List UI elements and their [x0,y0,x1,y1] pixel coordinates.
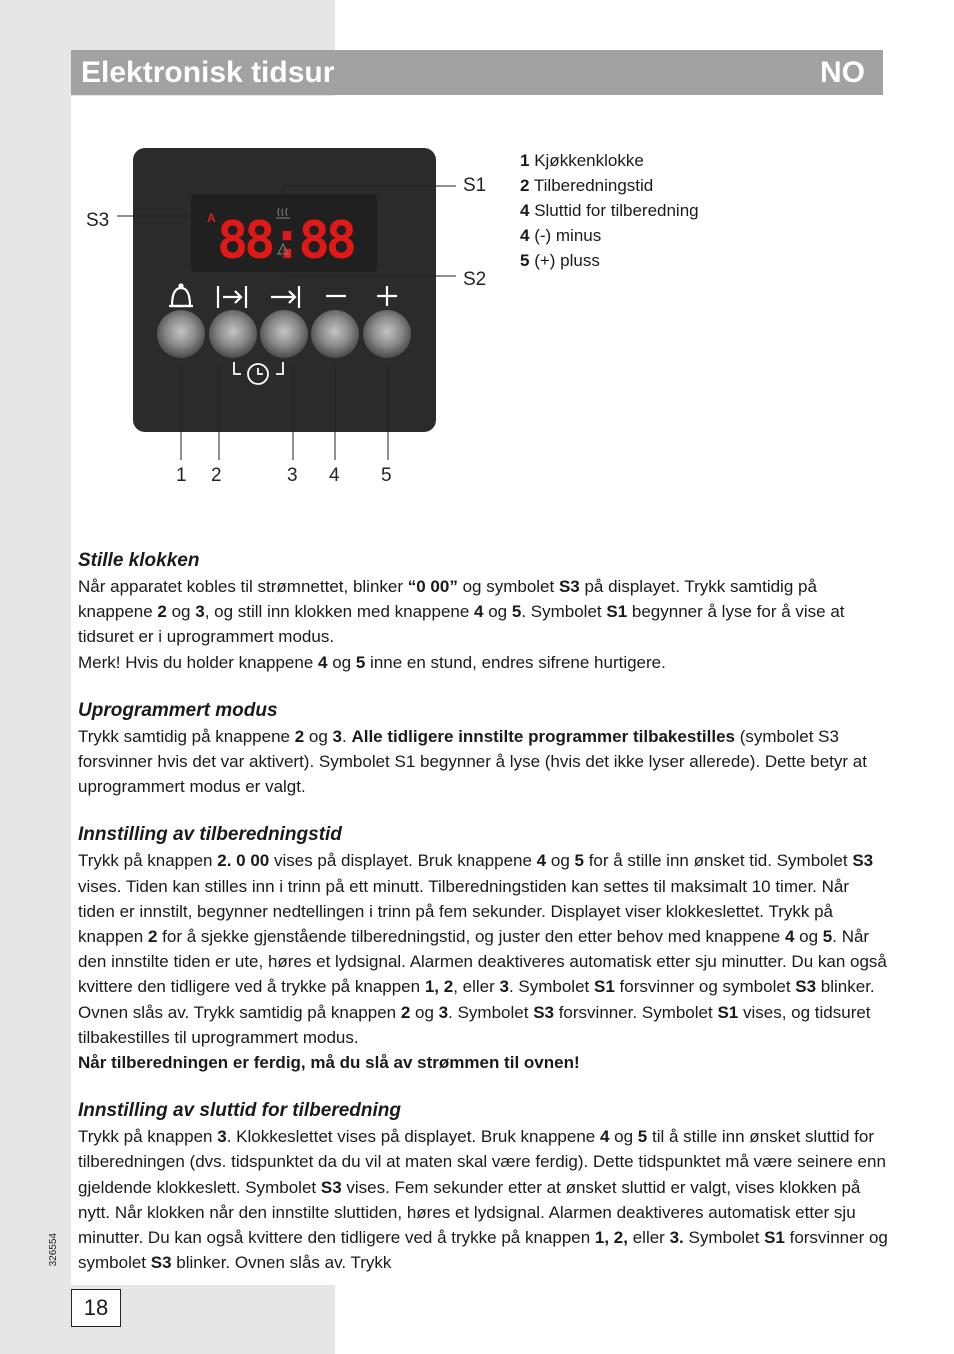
button-number-1: 1 [176,465,187,486]
section [78,548,890,675]
button-legend [520,148,699,273]
timer-panel [133,148,436,432]
auto-symbol-a: A [207,211,216,225]
button-number-2: 2 [211,465,222,486]
button-number-5: 5 [381,465,392,486]
callout-label-s3: S3 [86,210,110,231]
display-digits: 88:88 [217,211,357,271]
section-paragraph: Trykk på knappen 2. 0 00 vises på displayet. Bruk knappene 4 og 5 for å stille inn ønsket tid. Symbolet S3 vises. Tiden kan stilles inn i trinn på ett minutt. Tilberedningstiden kan settes til maksimalt 10 timer. Når tiden er innstilt, begynner nedtellingen i trinn på fem sekunder. Displayet viser klokkeslettet. Trykk på knappen 2 for å sjekke gjenstående tilberedningstid, og juster den etter behov med knappene 4 og 5. Når den innstilte tiden er ute, høres et lydsignal. Alarmen deaktiveres automatisk etter sju minutter. Du kan også kvittere den tidligere ved å trykke på knappen 1, 2, eller 3. Symbolet S1 forsvinner og symbolet S3 blinker. Ovnen slås av. Trykk samtidig på knappen 2 og 3. Symbolet S3 forsvinner. Symbolet S1 vises, og tidsuret tilbakestilles til uprogrammert modus. [78,851,887,1047]
section [78,822,890,1075]
page-number: 18 [71,1289,121,1327]
language-code: NO [820,55,865,89]
section-heading: Uprogrammert modus [78,699,278,721]
button-5 [363,310,411,358]
legend-item: 4 Sluttid for tilberedning [520,201,699,220]
section-paragraph: Når tilberedningen er ferdig, må du slå av strømmen til ovnen! [78,1053,580,1073]
button-number-4: 4 [329,465,340,486]
section-paragraph: Trykk på knappen 3. Klokkeslettet vises på displayet. Bruk knappene 4 og 5 til å stille inn ønsket sluttid for tilberedningen (dvs. tidspunktet da du vil at maten skal være ferdig). Dette tidspunktet må være seinere enn gjeldende klokkeslett. Symbolet S3 vises. Fem sekunder etter at ønsket sluttid er valgt, vises klokken på nytt. Når klokken når den innstilte sluttiden, høres et lydsignal. Alarmen deaktiveres automatisk etter sju minutter. Du kan også kvittere den tidligere ved å trykke på knappen 1, 2, eller 3. Symbolet S1 forsvinner og symbolet S3 blinker. Ovnen slås av. Trykk [78,1127,888,1273]
page-header [71,50,883,95]
button-number-3: 3 [287,465,298,486]
section-paragraph: Merk! Hvis du holder knappene 4 og 5 inne en stund, endres sifrene hurtigere. [78,652,666,672]
button-4 [311,310,359,358]
page-title: Elektronisk tidsur [81,55,335,89]
callout-label-s1: S1 [463,175,487,196]
button-2 [209,310,257,358]
section-heading: Stille klokken [78,550,200,571]
legend-item: 1 Kjøkkenklokke [520,151,644,170]
timer-panel-diagram [71,130,501,500]
instructions-text [78,548,890,1298]
section-paragraph: Når apparatet kobles til strømnettet, blinker “0 00” og symbolet S3 på displayet. Trykk samtidig på knappene 2 og 3, og still inn klokken med knappene 4 og 5. Symbolet S1 begynner å lyse for å vise at tidsuret er i uprogrammert modus. [78,577,845,647]
document-code: 326554 [48,1233,59,1267]
section [78,1098,890,1275]
section-heading: Innstilling av sluttid for tilberedning [78,1100,401,1122]
section-heading: Innstilling av tilberedningstid [78,824,342,846]
button-1 [157,310,205,358]
section [78,698,890,800]
callout-label-s2: S2 [463,269,487,290]
button-3 [260,310,308,358]
legend-item: 4 (-) minus [520,226,602,245]
section-paragraph: Trykk samtidig på knappene 2 og 3. Alle tidligere innstilte programmer tilbakestilles (symbolet S3 forsvinner hvis det var aktivert). Symbolet S1 begynner å lyse (hvis det ikke lyser allerede). Dette betyr at uprogrammert modus er valgt. [78,726,867,797]
legend-item: 5 (+) pluss [520,251,600,270]
legend-item: 2 Tilberedningstid [520,176,654,195]
